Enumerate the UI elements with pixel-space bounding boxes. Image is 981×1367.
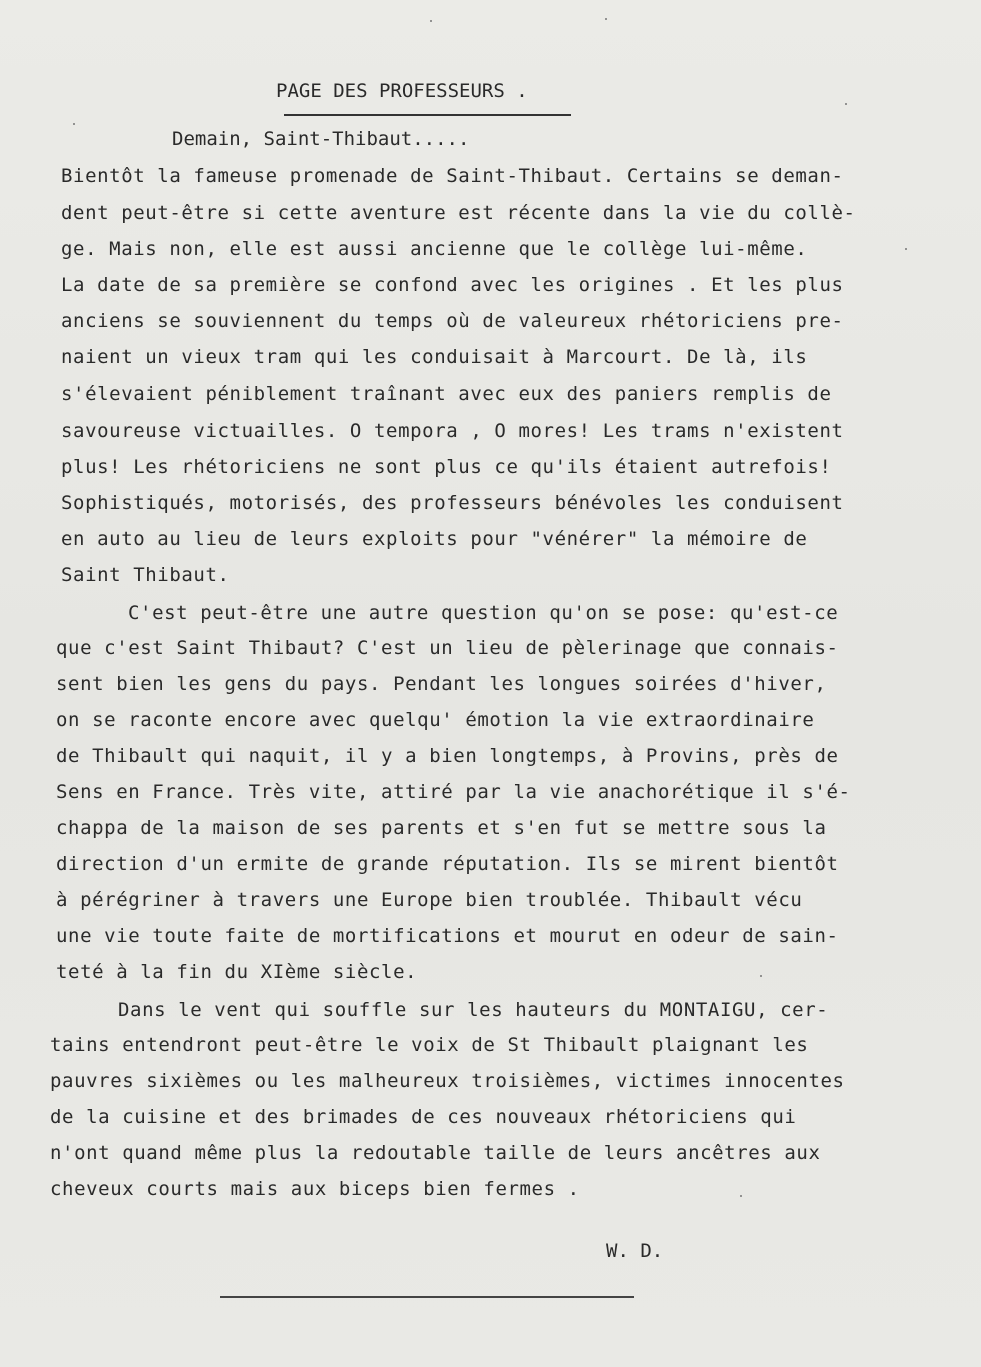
paper-speck — [905, 248, 907, 250]
text-line: naient un vieux tram qui les conduisait à Marcourt. De là, ils — [61, 346, 808, 368]
text-line: direction d'un ermite de grande réputation. Ils se mirent bientôt — [56, 853, 839, 875]
text-line: chappa de la maison de ses parents et s'en fut se mettre sous la — [56, 817, 827, 839]
page-title: PAGE DES PROFESSEURS . — [276, 80, 528, 102]
text-line: La date de sa première se confond avec les origines . Et les plus — [61, 274, 844, 296]
text-line: n'ont quand même plus la redoutable taille de leurs ancêtres aux — [50, 1142, 821, 1164]
text-line: que c'est Saint Thibaut? C'est un lieu de pèlerinage que connais- — [56, 637, 839, 659]
paper-speck — [73, 123, 75, 125]
text-line: de la cuisine et des brimades de ces nouveaux rhétoriciens qui — [50, 1106, 797, 1128]
text-line: en auto au lieu de leurs exploits pour "vénérer" la mémoire de — [61, 528, 808, 550]
paper-speck — [740, 1195, 742, 1197]
text-line: cheveux courts mais aux biceps bien fermes . — [50, 1178, 580, 1200]
text-line: teté à la fin du XIème siècle. — [56, 961, 418, 983]
text-line: à pérégriner à travers une Europe bien troublée. Thibault vécu — [56, 889, 803, 911]
paper-speck — [430, 20, 432, 22]
text-line: dent peut-être si cette aventure est récente dans la vie du collè- — [61, 202, 856, 224]
text-line: une vie toute faite de mortifications et mourut en odeur de sain- — [56, 925, 839, 947]
text-line: anciens se souviennent du temps où de valeureux rhétoriciens pre- — [61, 310, 844, 332]
text-line: plus! Les rhétoriciens ne sont plus ce qu'ils étaient autrefois! — [61, 456, 832, 478]
text-line: Dans le vent qui souffle sur les hauteurs du MONTAIGU, cer- — [118, 999, 829, 1021]
title-underline — [284, 114, 571, 116]
text-line: Sophistiqués, motorisés, des professeurs bénévoles les conduisent — [61, 492, 844, 514]
paper-speck — [760, 975, 762, 977]
text-line: s'élevaient péniblement traînant avec eux des paniers remplis de — [61, 383, 832, 405]
text-line: savoureuse victuailles. O tempora , O mores! Les trams n'existent — [61, 420, 844, 442]
text-line: Saint Thibaut. — [61, 564, 230, 586]
paper-speck — [605, 18, 607, 20]
text-line: pauvres sixièmes ou les malheureux troisièmes, victimes innocentes — [50, 1070, 845, 1092]
text-line: ge. Mais non, elle est aussi ancienne que le collège lui-même. — [61, 238, 808, 260]
text-line: C'est peut-être une autre question qu'on se pose: qu'est-ce — [128, 602, 839, 624]
text-line: sent bien les gens du pays. Pendant les longues soirées d'hiver, — [56, 673, 827, 695]
text-line: on se raconte encore avec quelqu' émotion la vie extraordinaire — [56, 709, 815, 731]
article-heading: Demain, Saint-Thibaut..... — [172, 128, 470, 150]
paper-speck — [845, 103, 847, 105]
text-line: tains entendront peut-être le voix de St Thibault plaignant les — [50, 1034, 809, 1056]
bottom-divider — [220, 1296, 634, 1298]
text-line: Bientôt la fameuse promenade de Saint-Thibaut. Certains se deman- — [61, 165, 844, 187]
text-line: Sens en France. Très vite, attiré par la vie anachorétique il s'é- — [56, 781, 851, 803]
text-line: de Thibault qui naquit, il y a bien longtemps, à Provins, près de — [56, 745, 839, 767]
author-signature: W. D. — [606, 1240, 664, 1262]
